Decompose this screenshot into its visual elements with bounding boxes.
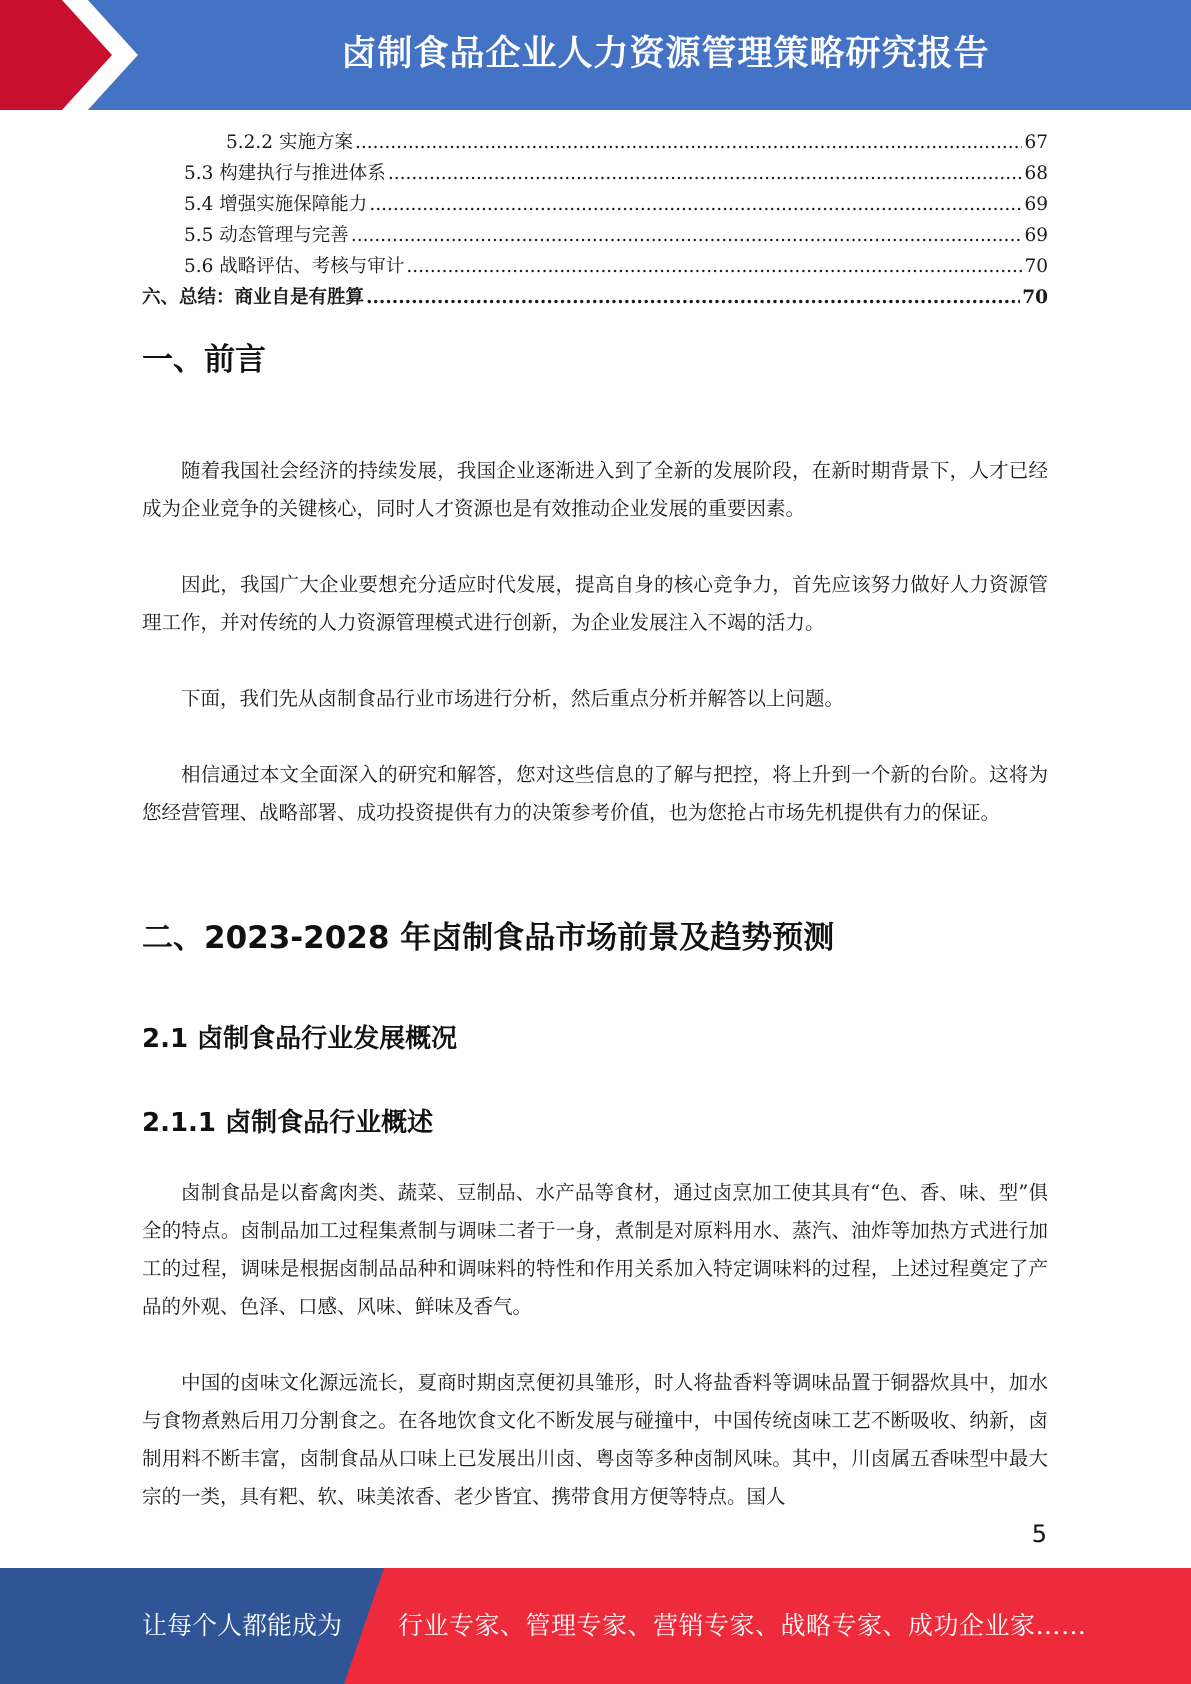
toc-leader-dots — [355, 132, 1023, 153]
toc-entry-label: 5.3 构建执行与推进体系 — [184, 163, 386, 184]
toc-entry[interactable] — [142, 283, 1048, 314]
paragraph: 随着我国社会经济的持续发展，我国企业逐渐进入到了全新的发展阶段，在新时期背景下，人才已经成为企业竞争的关键核心，同时人才资源也是有效推动企业发展的重要因素。 — [142, 459, 1048, 520]
toc-entry-label: 六、总结：商业自是有胜算 — [142, 287, 365, 308]
paragraph: 下面，我们先从卤制食品行业市场进行分析，然后重点分析并解答以上问题。 — [181, 687, 845, 710]
table-of-contents — [142, 128, 1048, 314]
toc-entry[interactable] — [142, 159, 1048, 190]
paragraph: 相信通过本文全面深入的研究和解答，您对这些信息的了解与把控，将上升到一个新的台阶。这将为您经营管理、战略部署、成功投资提供有力的决策参考价值，也为您抢占市场先机提供有力的保证。 — [142, 763, 1048, 824]
toc-entry-label: 5.4 增强实施保障能力 — [184, 194, 368, 215]
subsection-heading: 2.1 卤制食品行业发展概况 — [142, 1024, 458, 1054]
toc-entry-page: 70 — [1024, 256, 1048, 277]
footer-slogan-right: 行业专家、管理专家、营销专家、战略专家、成功企业家…… — [398, 1611, 1087, 1640]
section-heading-preface: 一、前言 — [142, 342, 266, 378]
toc-entry[interactable] — [142, 221, 1048, 252]
toc-entry-label: 5.2.2 实施方案 — [226, 132, 353, 153]
paragraph: 中国的卤味文化源远流长，夏商时期卤烹便初具雏形，时人将盐香料等调味品置于铜器炊具中，加水与食物煮熟后用刀分割食之。在各地饮食文化不断发展与碰撞中，中国传统卤味工艺不断吸收、纳新，卤制用料不断丰富，卤制食品从口味上已发展出川卤、粤卤等多种卤制风味。其中，川卤属五香味型中最大宗的一类，具有粑、软、味美浓香、老少皆宜、携带食用方便等特点。国人 — [142, 1371, 1048, 1508]
toc-entry-label: 5.5 动态管理与完善 — [184, 225, 349, 246]
toc-entry-page: 67 — [1024, 132, 1048, 153]
toc-leader-dots — [351, 225, 1023, 246]
toc-entry-page: 69 — [1024, 225, 1048, 246]
toc-leader-dots — [406, 256, 1022, 277]
header-arrow-decoration — [0, 0, 160, 110]
toc-leader-dots — [388, 163, 1023, 184]
toc-entry-page: 69 — [1024, 194, 1048, 215]
toc-entry[interactable] — [142, 190, 1048, 221]
toc-leader-dots — [366, 287, 1020, 308]
footer-slogan-left: 让每个人都能成为 — [142, 1611, 343, 1640]
section-heading-market: 二、2023-2028 年卤制食品市场前景及趋势预测 — [142, 920, 835, 956]
paragraph: 因此，我国广大企业要想充分适应时代发展，提高自身的核心竞争力，首先应该努力做好人力资源管理工作，并对传统的人力资源管理模式进行创新，为企业发展注入不竭的活力。 — [142, 573, 1048, 634]
toc-entry[interactable] — [142, 252, 1048, 283]
page-number: 5 — [1031, 1520, 1047, 1548]
toc-entry-page: 68 — [1024, 163, 1048, 184]
paragraph: 卤制食品是以畜禽肉类、蔬菜、豆制品、水产品等食材，通过卤烹加工使其具有“色、香、味、型”俱全的特点。卤制品加工过程集煮制与调味二者于一身，煮制是对原料用水、蒸汽、油炸等加热方式进行加工的过程，调味是根据卤制品品种和调味料的特性和作用关系加入特定调味料的过程，上述过程奠定了产品的外观、色泽、口感、风味、鲜味及香气。 — [142, 1181, 1048, 1318]
report-title: 卤制食品企业人力资源管理策略研究报告 — [341, 34, 990, 74]
report-footer — [0, 1568, 1191, 1684]
toc-entry-page: 70 — [1022, 287, 1048, 308]
toc-entry[interactable] — [142, 128, 1048, 159]
toc-entry-label: 5.6 战略评估、考核与审计 — [184, 256, 405, 277]
subsubsection-heading: 2.1.1 卤制食品行业概述 — [142, 1108, 434, 1138]
toc-leader-dots — [369, 194, 1022, 215]
report-header — [0, 0, 1191, 110]
